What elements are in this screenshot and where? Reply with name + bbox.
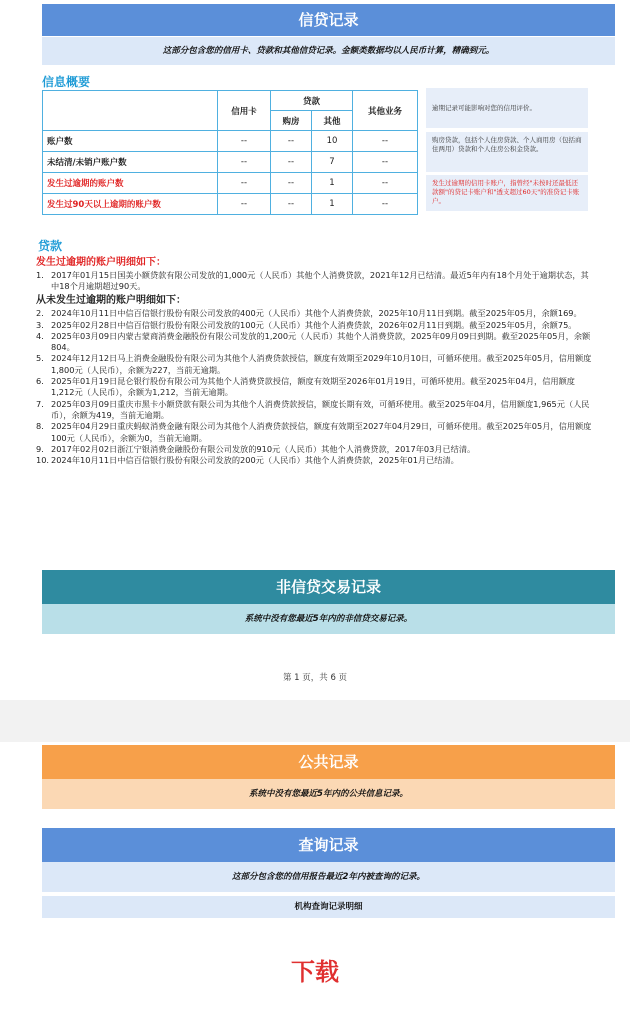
list-item bbox=[36, 444, 596, 455]
item-text: 2025年01月19日昆仑银行股份有限公司为其他个人消费贷款授信，额度有效期至2026年01月19日，可循环使用。截至2025年04月，信用额度1,212元（人民币），余额为1,212，当前无逾期。 bbox=[51, 376, 575, 398]
item-text: 2025年03月09日重庆市黑卡小额贷款有限公司为其他个人消费贷款授信，额度长期有效，可循环使用。截至2025年04月，信用额度1,965元（人民币），余额为419，当前无逾期。 bbox=[51, 398, 590, 421]
row-label: 发生过90天以上逾期的账户数 bbox=[43, 194, 218, 215]
list-item bbox=[36, 399, 596, 422]
list-item bbox=[36, 421, 596, 444]
item-number: 10. bbox=[36, 455, 50, 466]
cell-biz: -- bbox=[353, 194, 418, 215]
cell-house: -- bbox=[271, 131, 312, 152]
non-credit-records-subtitle: 系统中没有您最近5年内的非信贷交易记录。 bbox=[42, 604, 615, 634]
list-item bbox=[36, 353, 596, 376]
credit-records-title: 信贷记录 bbox=[42, 4, 615, 36]
report-page-2 bbox=[0, 742, 630, 920]
page-footer: 第 1 页，共 6 页 bbox=[282, 673, 348, 683]
row-label: 账户数 bbox=[43, 131, 218, 152]
cell-card: -- bbox=[218, 173, 271, 194]
overdue-subheading: 发生过逾期的账户明细如下： bbox=[36, 257, 166, 268]
list-item bbox=[36, 308, 596, 319]
list-item bbox=[36, 376, 596, 399]
query-records-subtitle: 这部分包含您的信用报告最近2年内被查询的记录。 bbox=[42, 862, 615, 892]
non-credit-records-title: 非信贷交易记录 bbox=[42, 570, 615, 604]
cell-other: 10 bbox=[312, 131, 353, 152]
col-header-house: 购房 bbox=[271, 111, 312, 131]
list-item bbox=[36, 455, 596, 466]
row-label: 未结清/未销户账户数 bbox=[43, 152, 218, 173]
public-records-title: 公共记录 bbox=[42, 745, 615, 779]
download-button[interactable]: 下载 bbox=[291, 958, 339, 986]
list-item bbox=[36, 331, 596, 354]
item-number: 7. bbox=[36, 398, 44, 409]
item-number: 6. bbox=[36, 376, 44, 387]
item-text: 2024年12月12日马上消费金融股份有限公司为其他个人消费贷款授信，额度有效期至2029年10月10日，可循环使用。截至2025年05月，信用额度1,800元（人民币），余额为227，当前无逾期。 bbox=[51, 353, 592, 375]
row-label: 发生过逾期的账户数 bbox=[43, 173, 218, 194]
item-number: 3. bbox=[36, 319, 44, 330]
loan-list bbox=[36, 256, 596, 467]
cell-other: 1 bbox=[312, 194, 353, 215]
overview-table bbox=[42, 90, 418, 215]
item-number: 1. bbox=[36, 269, 44, 280]
overview-corner-cell bbox=[43, 91, 218, 131]
item-number: 5. bbox=[36, 353, 44, 364]
list-item bbox=[36, 320, 596, 331]
item-number: 8. bbox=[36, 421, 44, 432]
public-records-subtitle: 系统中没有您最近5年内的公共信息记录。 bbox=[42, 779, 615, 809]
cell-house: -- bbox=[271, 194, 312, 215]
table-row bbox=[43, 152, 418, 173]
item-text: 2024年10月11日中信百信银行股份有限公司发放的400元（人民币）其他个人消费贷款，2025年10月11日到期。截至2025年05月，余额169。 bbox=[51, 308, 582, 319]
item-text: 2025年02月28日中信百信银行股份有限公司发放的100元（人民币）其他个人消费贷款，2026年02月11日到期。截至2025年05月，余额75。 bbox=[51, 319, 577, 330]
item-text: 2025年03月09日内蒙古蒙商消费金融股份有限公司发放的1,200元（人民币）其他个人消费贷款，2025年09月09日到期。截至2025年05月，余额804。 bbox=[51, 330, 591, 353]
cell-card: -- bbox=[218, 152, 271, 173]
page-gap bbox=[0, 700, 630, 742]
query-records-detail-heading: 机构查询记录明细 bbox=[42, 896, 615, 918]
cell-other: 1 bbox=[312, 173, 353, 194]
overview-note-card-overdue: 发生过逾期的信用卡账户，指曾经"未按时还最低还款额"的贷记卡账户和"透支超过60天"的准贷记卡账户。 bbox=[426, 175, 588, 211]
cell-house: -- bbox=[271, 152, 312, 173]
table-row bbox=[43, 131, 418, 152]
normal-subheading: 从未发生过逾期的账户明细如下： bbox=[36, 295, 186, 307]
cell-card: -- bbox=[218, 131, 271, 152]
overview-note-overdue: 逾期记录可能影响对您的信用评价。 bbox=[426, 88, 588, 128]
overview-heading: 信息概要 bbox=[42, 75, 91, 89]
cell-biz: -- bbox=[353, 173, 418, 194]
col-header-other-biz: 其他业务 bbox=[353, 91, 418, 131]
cell-card: -- bbox=[218, 194, 271, 215]
col-header-loan: 贷款 bbox=[271, 91, 353, 111]
item-number: 4. bbox=[36, 330, 44, 341]
list-item bbox=[36, 270, 596, 293]
cell-biz: -- bbox=[353, 131, 418, 152]
cell-biz: -- bbox=[353, 152, 418, 173]
col-header-other: 其他 bbox=[312, 111, 353, 131]
item-number: 2. bbox=[36, 308, 44, 319]
item-text: 2025年04月29日重庆蚂蚁消费金融有限公司为其他个人消费贷款授信，额度有效期至2027年04月29日，可循环使用。截至2025年05月，信用额度100元（人民币），余额为0，当前无逾期。 bbox=[51, 421, 592, 443]
cell-other: 7 bbox=[312, 152, 353, 173]
table-row bbox=[43, 173, 418, 194]
item-number: 9. bbox=[36, 443, 44, 454]
item-text: 2017年01月15日国美小额贷款有限公司发放的1,000元（人民币）其他个人消费贷款，2021年12月已结清。最近5年内有18个月处于逾期状态，其中18个月逾期超过90天。 bbox=[51, 269, 589, 292]
overview-note-housing: 购房贷款，包括个人住房贷款、个人商用房（包括商住两用）贷款和个人住房公积金贷款。 bbox=[426, 132, 588, 172]
col-header-card: 信用卡 bbox=[218, 91, 271, 131]
item-text: 2024年10月11日中信百信银行股份有限公司发放的200元（人民币）其他个人消费贷款，2025年01月已结清。 bbox=[51, 455, 459, 466]
table-row bbox=[43, 194, 418, 215]
query-records-title: 查询记录 bbox=[42, 828, 615, 862]
credit-records-subtitle: 这部分包含您的信用卡、贷款和其他信贷记录。金额类数据均以人民币计算，精确到元。 bbox=[42, 37, 615, 65]
cell-house: -- bbox=[271, 173, 312, 194]
loans-heading: 贷款 bbox=[38, 239, 63, 253]
item-text: 2017年02月02日浙江宁银消费金融股份有限公司发放的910元（人民币）其他个人消费贷款，2017年03月已结清。 bbox=[51, 443, 476, 454]
